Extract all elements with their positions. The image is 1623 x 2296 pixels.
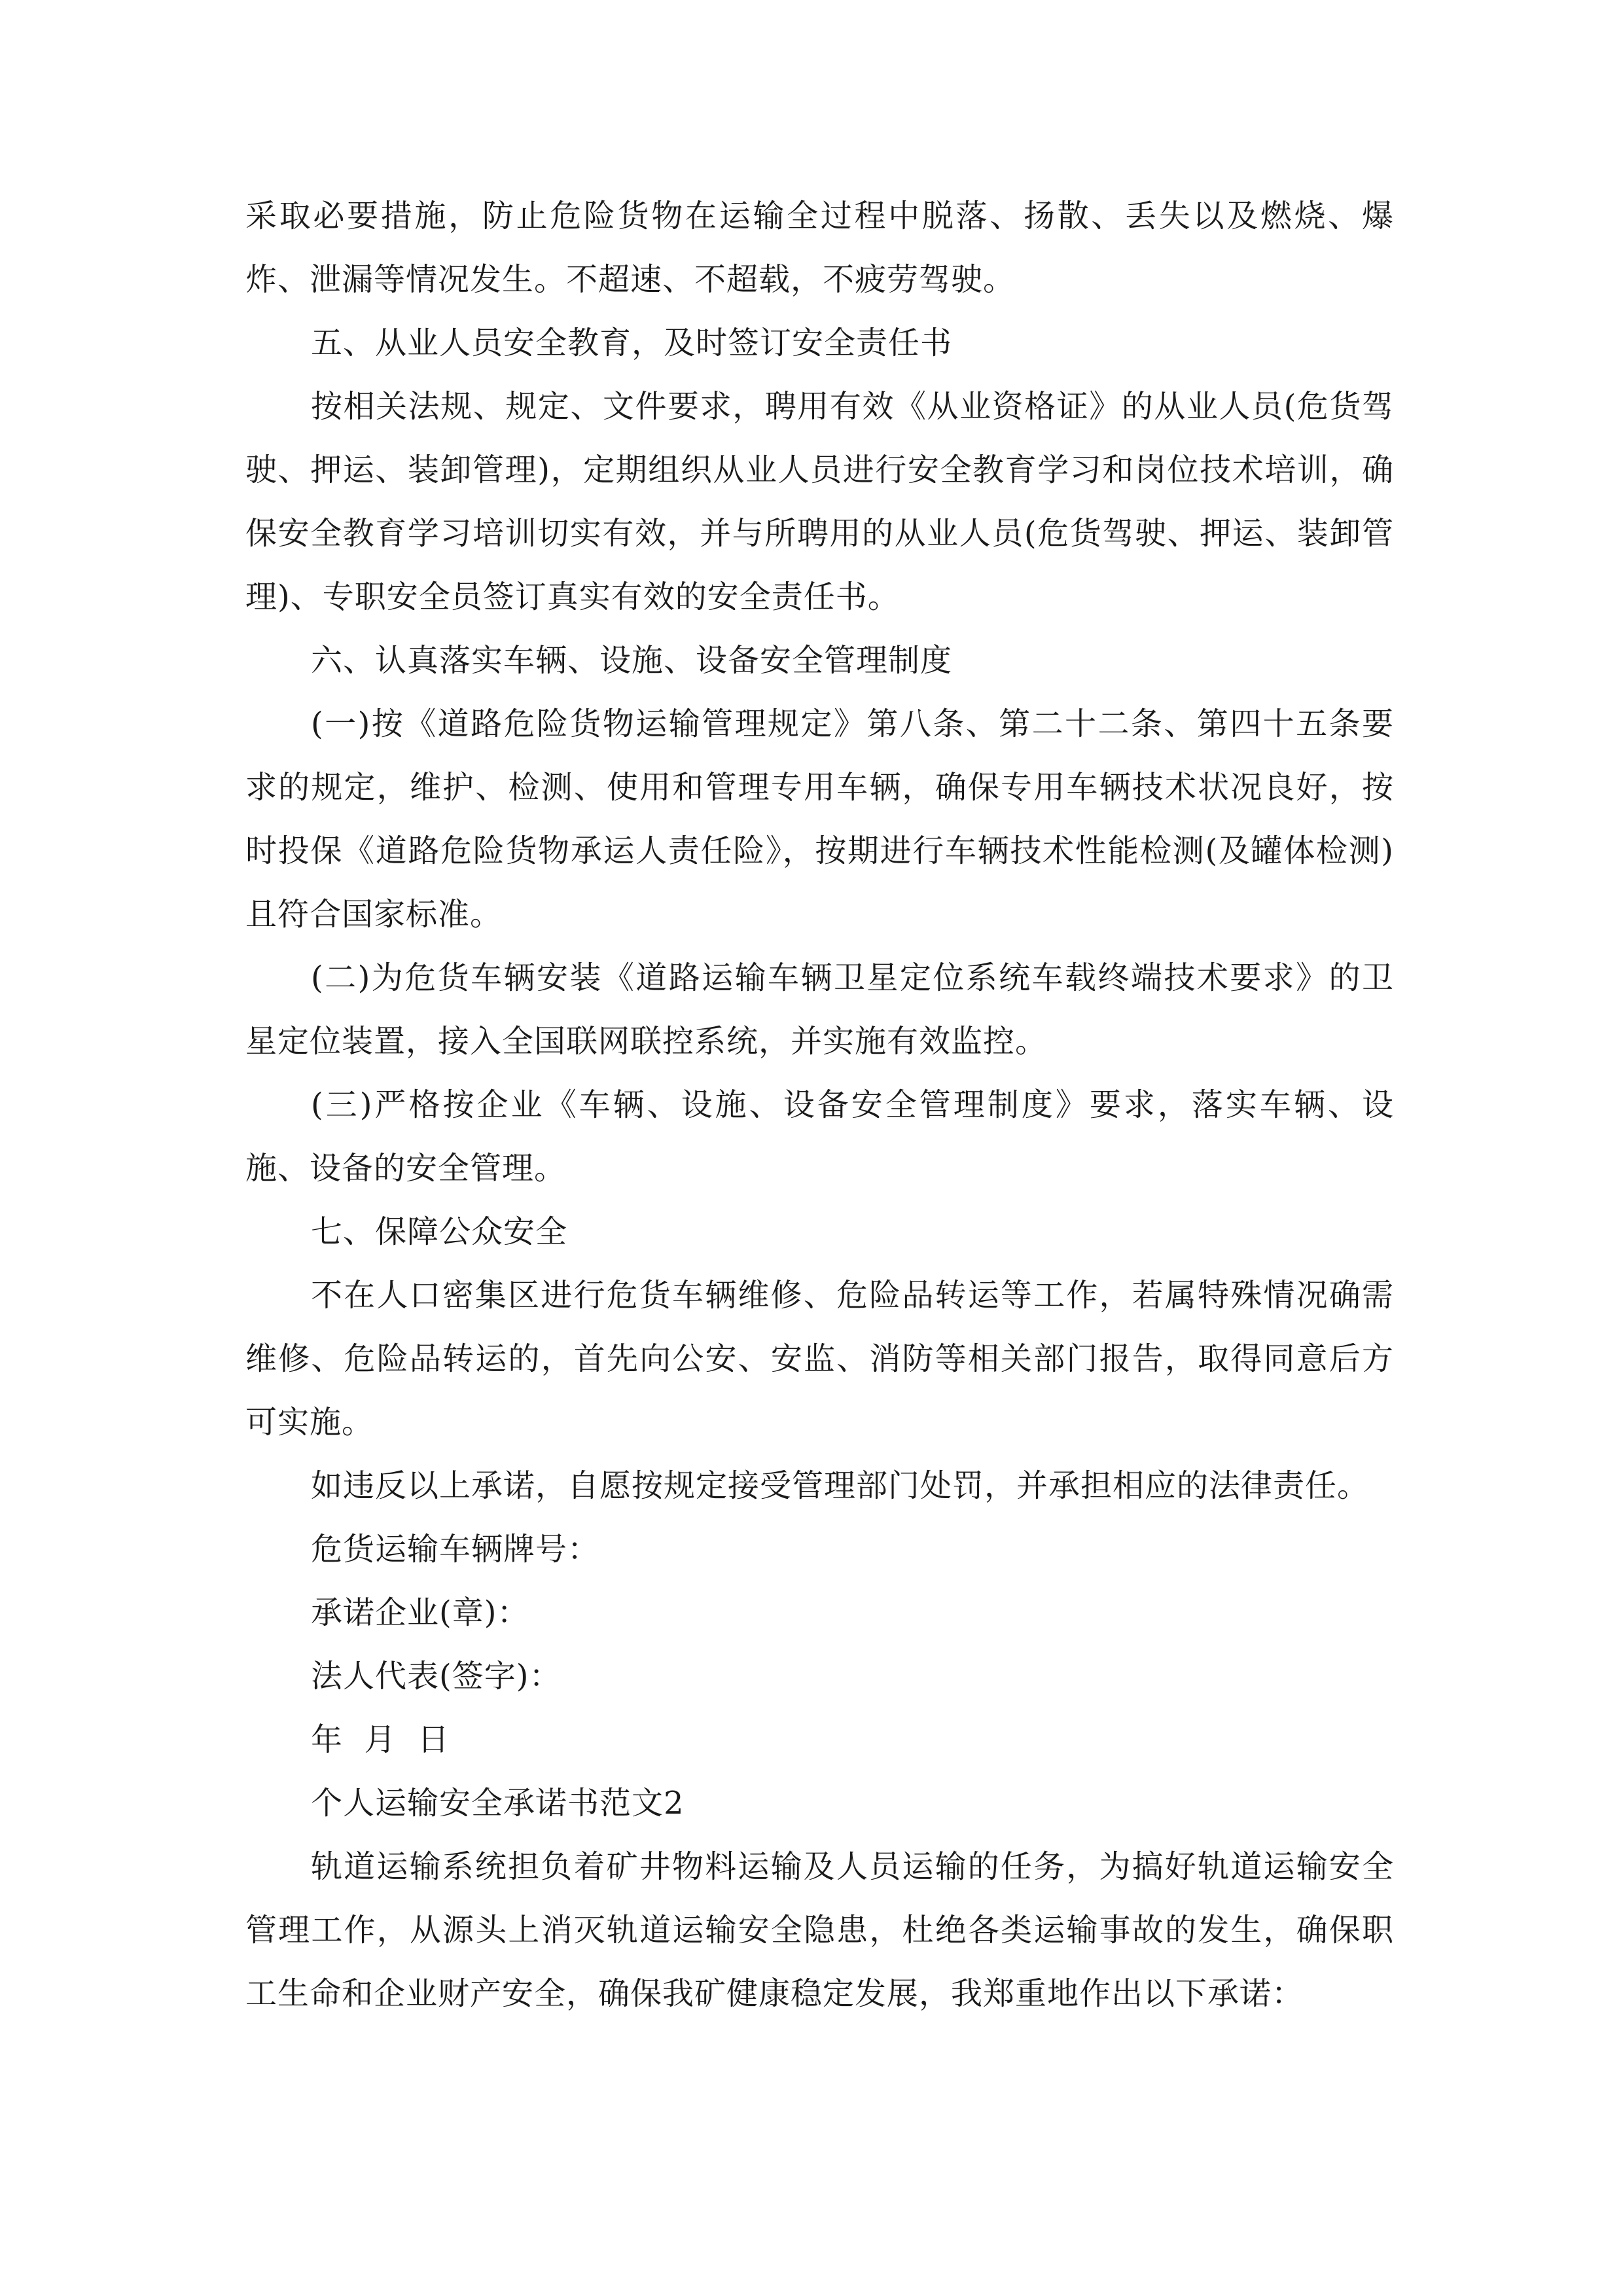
paragraph-item-3: (三)严格按企业《车辆、设施、设备安全管理制度》要求，落实车辆、设施、设备的安全管理。 [245,1086,1394,1187]
section-heading-5: 五、从业人员安全教育，及时签订安全责任书 [311,325,953,361]
paragraph-item-1: (一)按《道路危险货物运输管理规定》第八条、第二十二条、第四十五条要求的规定，维护、检测、使用和管理专用车辆，确保专用车辆技术状况良好，按时投保《道路危险货物承运人责任险》，按期进行车辆技术性能检测(及罐体检测)且符合国家标准。 [245,706,1394,933]
section-heading-6: 六、认真落实车辆、设施、设备安全管理制度 [311,642,953,679]
field-date: 年 月 日 [311,1721,450,1758]
paragraph-rail-transport: 轨道运输系统担负着矿井物料运输及人员运输的任务，为搞好轨道运输安全管理工作，从源头上消灭轨道运输安全隐患，杜绝各类运输事故的发生，确保职工生命和企业财产安全，确保我矿健康稳定发展，我郑重地作出以下承诺： [245,1848,1394,2012]
sample-title-2: 个人运输安全承诺书范文2 [311,1785,685,1821]
field-legal-rep-signature: 法人代表(签字)： [311,1658,562,1695]
paragraph-public-safety: 不在人口密集区进行危货车辆维修、危险品转运等工作，若属特殊情况确需维修、危险品转运的，首先向公安、安监、消防等相关部门报告，取得同意后方可实施。 [245,1277,1394,1441]
paragraph-liability: 如违反以上承诺，自愿按规定接受管理部门处罚，并承担相应的法律责任。 [311,1467,1370,1504]
field-company-seal: 承诺企业(章)： [311,1594,529,1631]
document-body [245,185,1394,2026]
paragraph-staff-training: 按相关法规、规定、文件要求，聘用有效《从业资格证》的从业人员(危货驾驶、押运、装卸管理)，定期组织从业人员进行安全教育学习和岗位技术培训，确保安全教育学习培训切实有效，并与所聘用的从业人员(危货驾驶、押运、装卸管理)、专职安全员签订真实有效的安全责任书。 [245,388,1394,615]
paragraph-continuation: 采取必要措施，防止危险货物在运输全过程中脱落、扬散、丢失以及燃烧、爆炸、泄漏等情况发生。不超速、不超载，不疲劳驾驶。 [245,198,1394,298]
paragraph-item-2: (二)为危货车辆安装《道路运输车辆卫星定位系统车载终端技术要求》的卫星定位装置，接入全国联网联控系统，并实施有效监控。 [245,960,1394,1060]
section-heading-7: 七、保障公众安全 [311,1213,568,1250]
field-plate-number: 危货运输车辆牌号： [311,1531,600,1568]
